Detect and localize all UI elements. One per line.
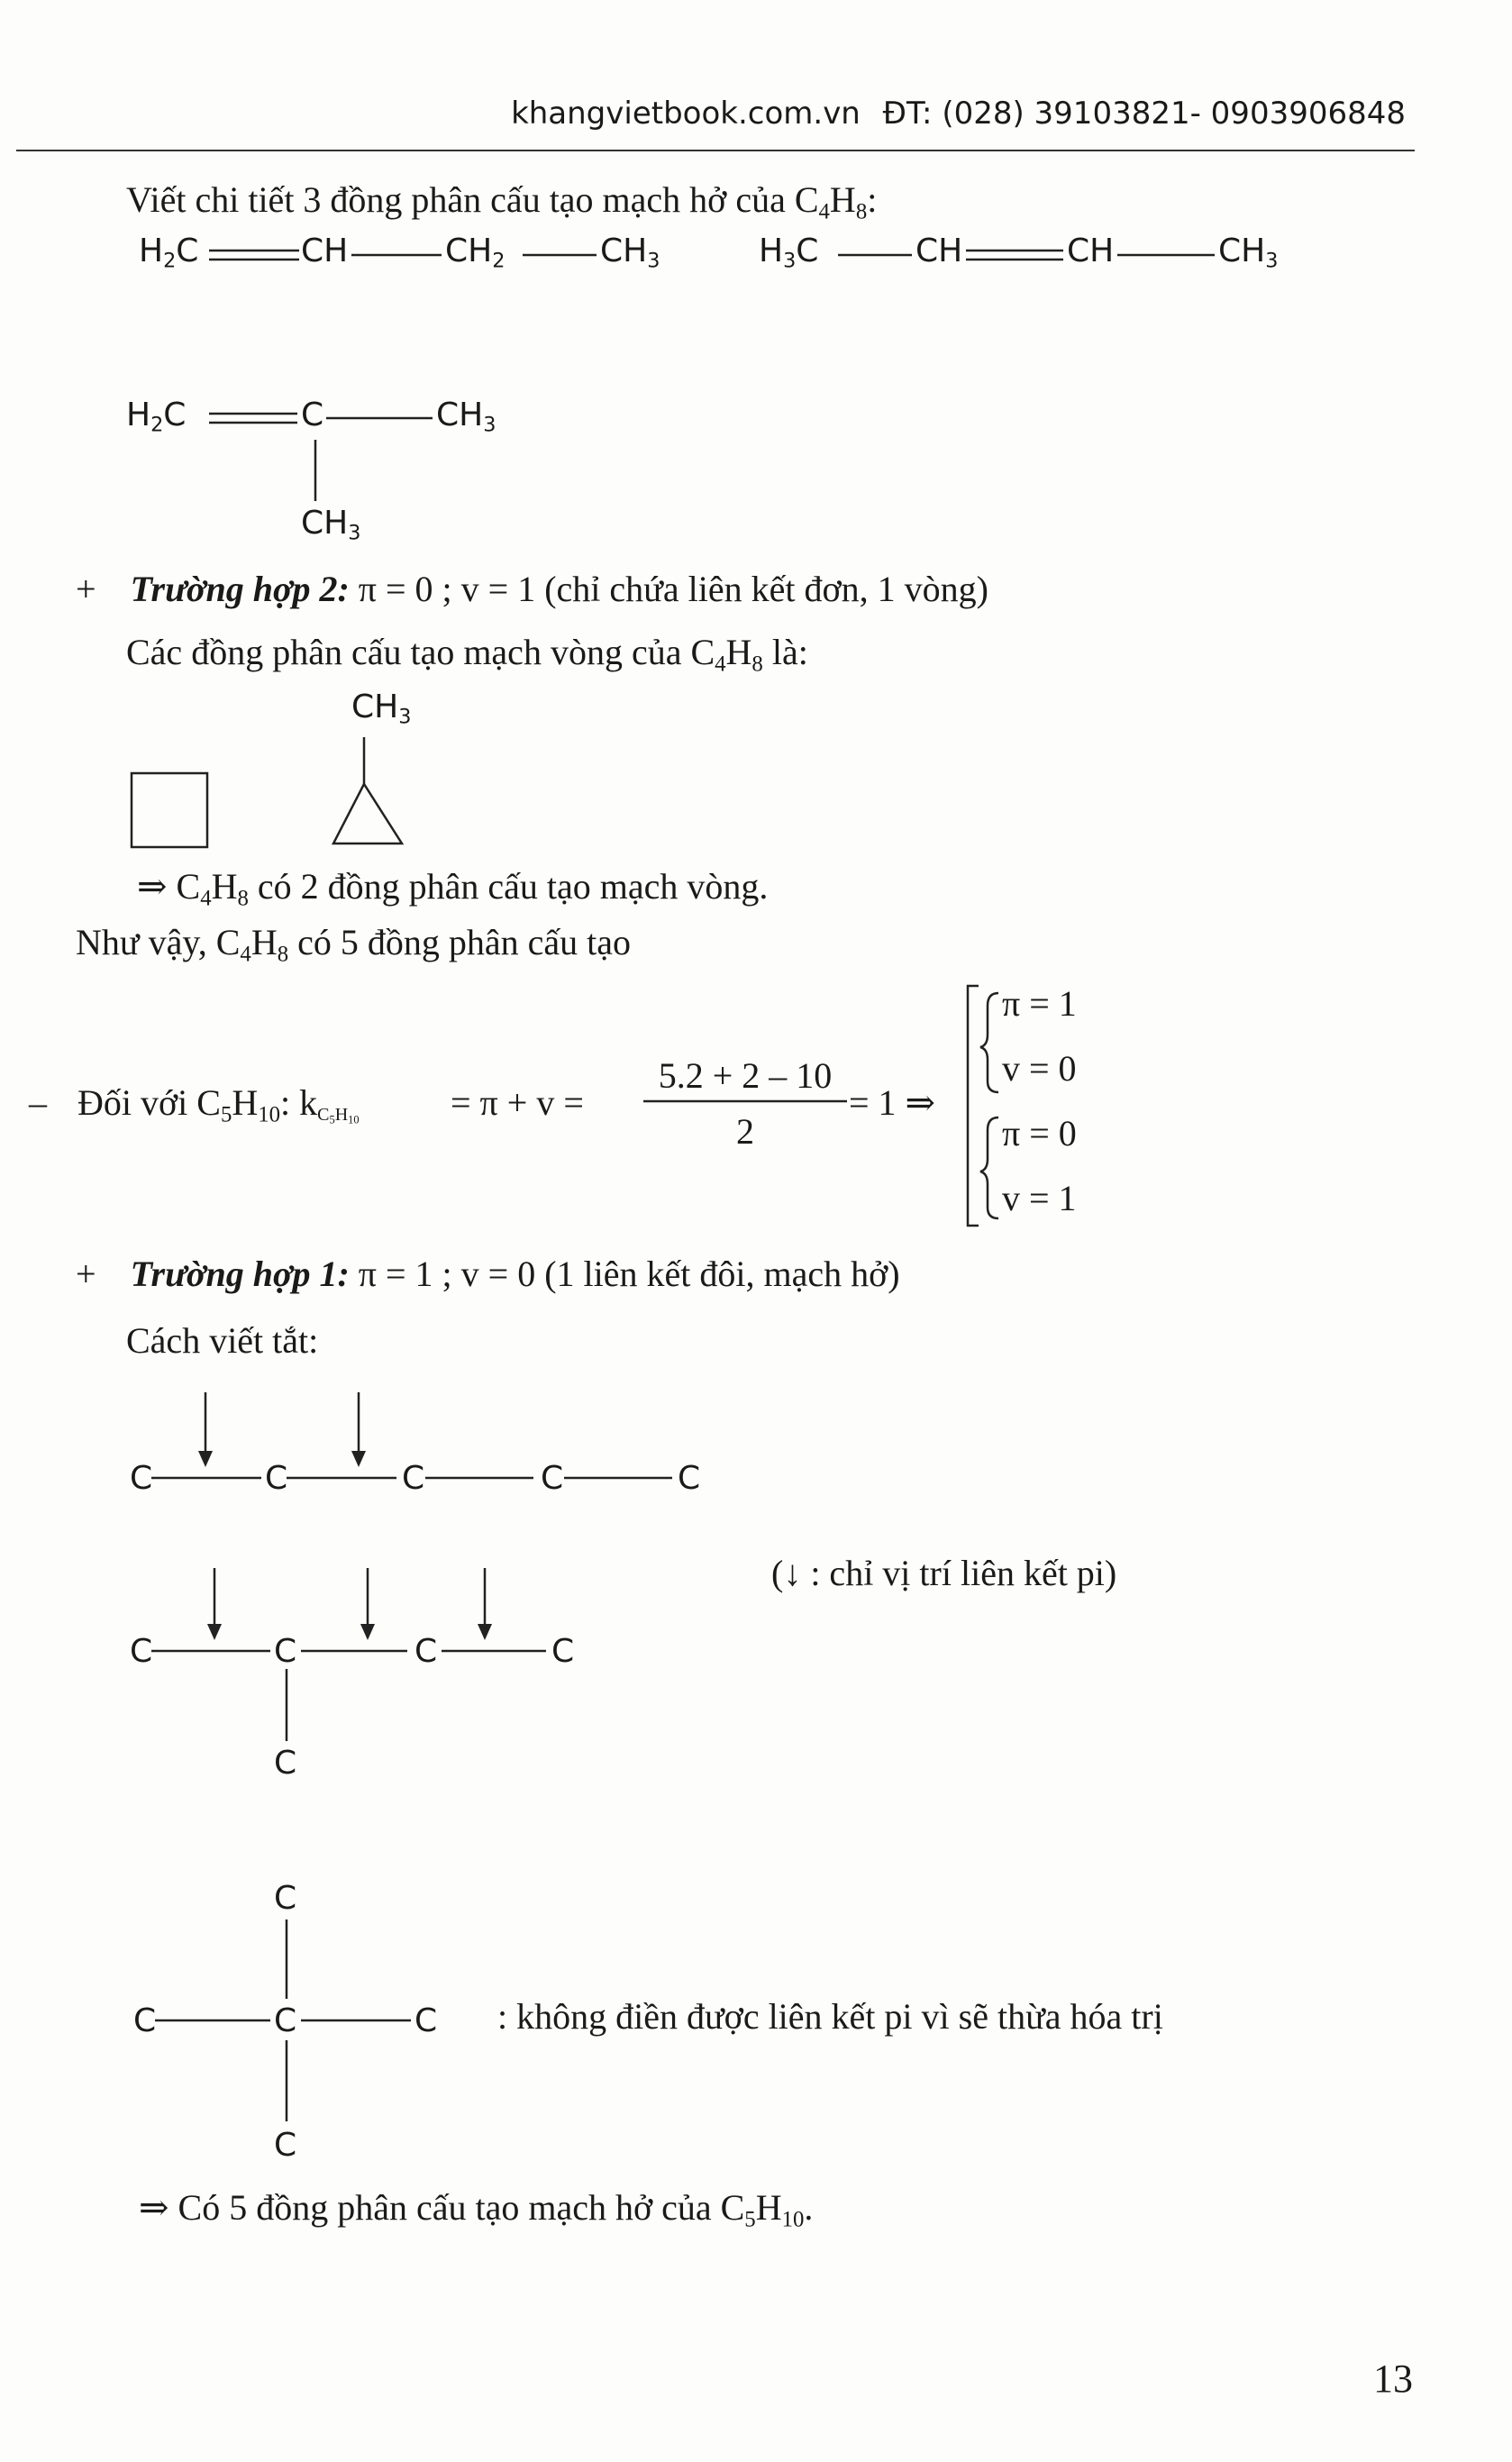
arrow-head bbox=[207, 1624, 222, 1640]
header-site: khangvietbook.com.vn bbox=[511, 96, 861, 132]
atom-c: C bbox=[551, 1633, 575, 1670]
option-v0: v = 0 bbox=[1002, 1048, 1077, 1089]
case1-line bbox=[76, 1253, 900, 1295]
fraction-numerator: 5.2 + 2 – 10 bbox=[658, 1055, 833, 1096]
atom-ch3: $CH_3$ bbox=[436, 397, 496, 437]
valence-note: : không điền được liên kết pi vì sẽ thừa hóa trị bbox=[497, 1996, 1163, 2037]
atom-c: C bbox=[414, 2002, 438, 2039]
atom-h2c: $H_2C$ bbox=[139, 233, 199, 273]
atom-h2c: $H_2C$ bbox=[126, 397, 187, 437]
c5h10-result: = 1 ⇒ bbox=[849, 1082, 936, 1123]
atom-c: C bbox=[678, 1460, 701, 1497]
atom-h3c: $H_3C$ bbox=[759, 233, 819, 273]
cyclobutane-ring bbox=[132, 773, 207, 847]
atom-c: C bbox=[274, 1633, 297, 1670]
intro-mid: H bbox=[829, 179, 856, 220]
intro-end: : bbox=[867, 179, 878, 220]
cyclopropane-ring bbox=[333, 784, 402, 843]
atom-c: C bbox=[541, 1460, 564, 1497]
case2-line2: Các đồng phân cấu tạo mạch vòng của $C_4H_8$ là: bbox=[126, 632, 808, 677]
atom-ch2: $CH_2$ bbox=[445, 233, 506, 273]
methyl-label: $CH_3$ bbox=[351, 688, 412, 729]
case2-summary: Như vậy, $C_4H_8$ có 5 đồng phân cấu tạo bbox=[76, 922, 631, 967]
atom-ch3-branch: $CH_3$ bbox=[301, 505, 361, 545]
arrow-head bbox=[351, 1451, 366, 1467]
header-phone: ĐT: (028) 39103821- 0903906848 bbox=[882, 96, 1406, 132]
c5h10-eq: = π + v = bbox=[451, 1082, 584, 1123]
atom-c: C bbox=[414, 1633, 438, 1670]
bracket bbox=[968, 986, 979, 1226]
shorthand-label: Cách viết tắt: bbox=[126, 1320, 319, 1361]
arrow-head bbox=[198, 1451, 213, 1467]
atom-c: C bbox=[130, 1460, 153, 1497]
page-number: 13 bbox=[1373, 2357, 1413, 2401]
option-pi0: π = 0 bbox=[1002, 1113, 1077, 1153]
arrow-head bbox=[478, 1624, 492, 1640]
atom-ch3: $CH_3$ bbox=[1218, 233, 1279, 273]
atom-c: C bbox=[301, 397, 324, 433]
fraction-denominator: 2 bbox=[736, 1111, 754, 1152]
c5h10-line: – Đối với $C_5H_{10}$: $k_{C_5H_{10}}$ bbox=[29, 1082, 360, 1127]
atom-c: C bbox=[133, 2002, 157, 2039]
case-label: Trường hợp 2: bbox=[130, 569, 350, 609]
atom-ch3: $CH_3$ bbox=[600, 233, 660, 273]
atom-c: C bbox=[265, 1460, 288, 1497]
atom-ch: CH bbox=[915, 233, 963, 269]
atom-ch: CH bbox=[1067, 233, 1115, 269]
case-label: Trường hợp 1: bbox=[130, 1254, 350, 1294]
intro-sub: 4 bbox=[818, 199, 830, 224]
atom-ch: CH bbox=[301, 233, 349, 269]
case2-result: ⇒ $C_4H_8$ có 2 đồng phân cấu tạo mạch vòng. bbox=[137, 866, 769, 911]
option-v1: v = 1 bbox=[1002, 1178, 1077, 1218]
intro-sub: 8 bbox=[855, 199, 868, 224]
brace bbox=[980, 1117, 998, 1218]
atom-c: C bbox=[274, 2127, 297, 2164]
pi-legend: (↓ : chỉ vị trí liên kết pi) bbox=[771, 1553, 1117, 1593]
conclusion: ⇒ Có 5 đồng phân cấu tạo mạch hở của $C_5H_{10}$. bbox=[139, 2187, 814, 2232]
atom-c: C bbox=[130, 1633, 153, 1670]
atom-c: C bbox=[402, 1460, 425, 1497]
arrow-head bbox=[360, 1624, 375, 1640]
brace bbox=[980, 993, 998, 1092]
case-text: π = 1 ; v = 0 (1 liên kết đôi, mạch hở) bbox=[349, 1254, 900, 1294]
option-pi1: π = 1 bbox=[1002, 983, 1077, 1024]
case-text: π = 0 ; v = 1 (chỉ chứa liên kết đơn, 1 vòng) bbox=[349, 569, 988, 609]
case2-line bbox=[76, 568, 988, 610]
bullet-plus: + bbox=[76, 1254, 96, 1294]
atom-c: C bbox=[274, 2002, 297, 2039]
atom-c: C bbox=[274, 1880, 297, 1917]
bullet-plus: + bbox=[76, 569, 96, 609]
intro-text: Viết chi tiết 3 đồng phân cấu tạo mạch hở của C bbox=[126, 179, 819, 220]
atom-c: C bbox=[274, 1745, 297, 1782]
